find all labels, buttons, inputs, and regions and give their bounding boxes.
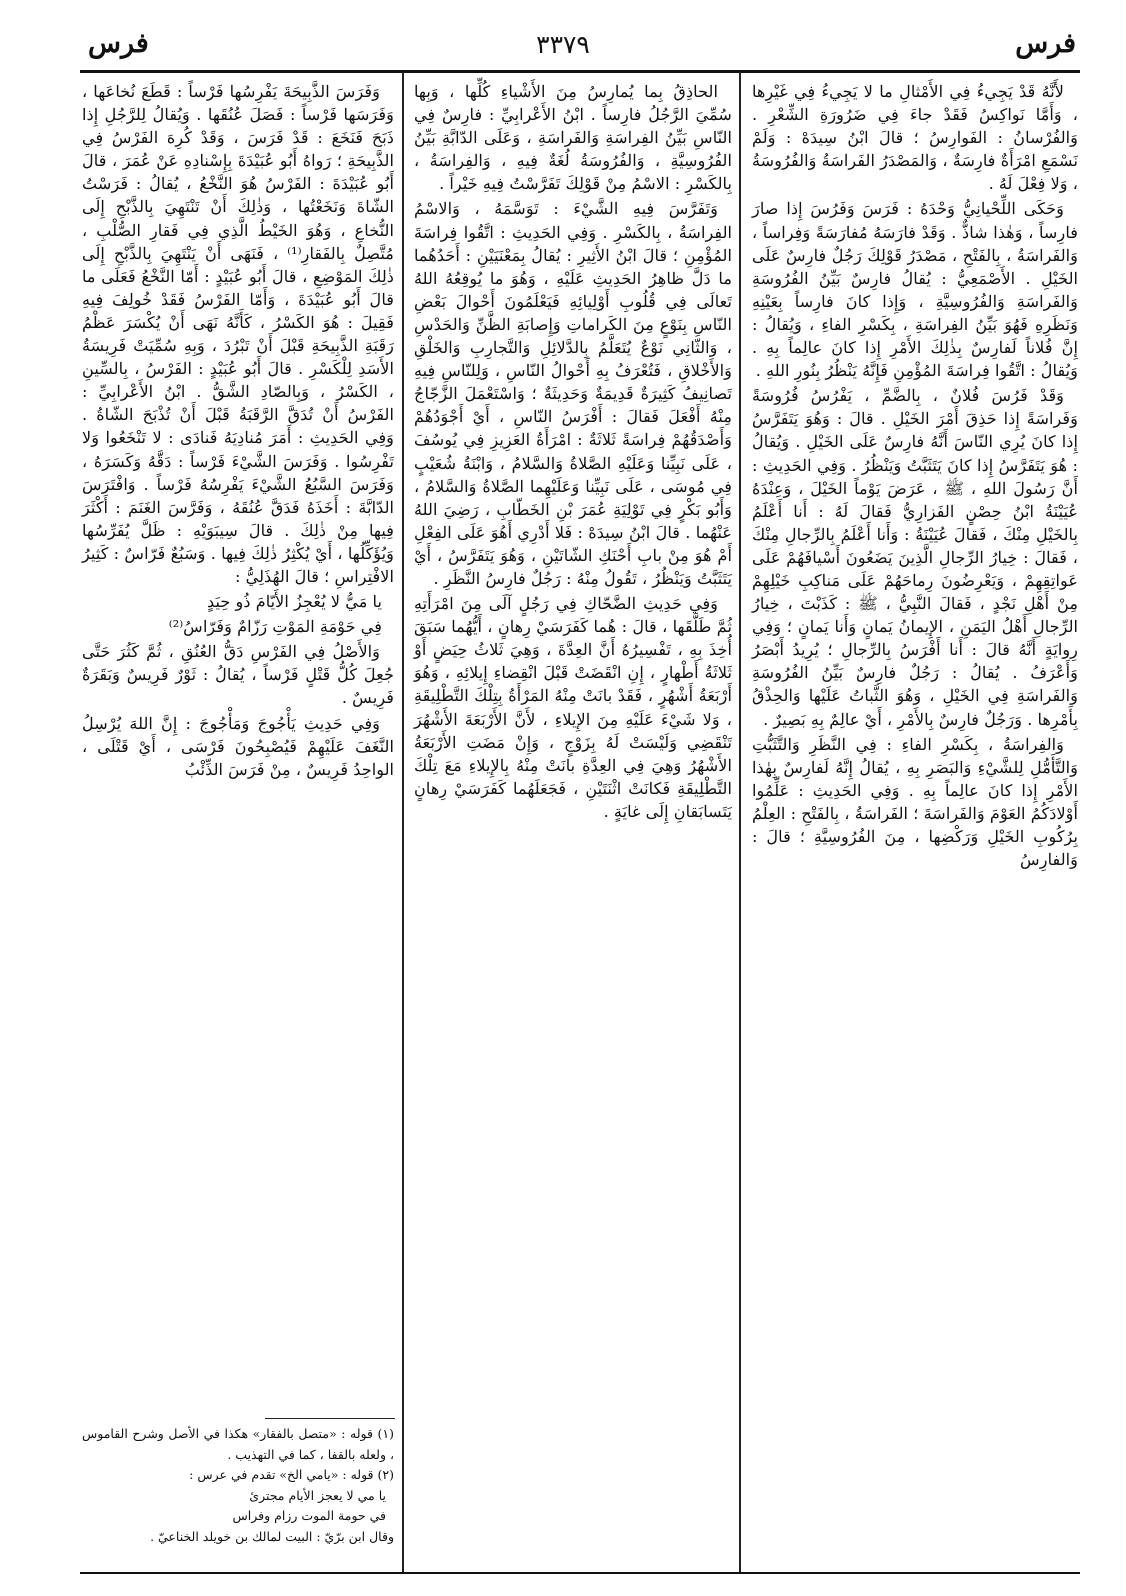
entry-paragraph: وَفِي حَدِيثِ الضَّحّاكِ فِي رَجُلٍ آلَى مِنَ امْرَأَتِهِ ثُمَّ طَلَّقَها ، قالَ : هُما كَفَرَسَيْ رِهانٍ ، أَيُّهُما سَبَقَ أُخِذَ بِهِ ، تَفْسِيرُهُ أَنَّ العِدَّةَ ، وَهِيَ ثَلاثُ حِيَضٍ أَوْ ثَلاثَةُ أَطْهارٍ ، إِنِ انْقَضَتْ قَبْلَ انْقِضاءِ إِيلائِهِ ، وَهُوَ أَرْبَعَةُ أَشْهُرٍ ، فَقَدْ بانَتْ مِنْهُ المَرْأَةُ بِتِلْكَ التَّطْلِيقَةِ ، وَلا شَيْءَ عَلَيْهِ مِنَ الإِيلاءِ ، لأَنَّ الأَرْبَعَةَ الأَشْهُرَ تَنْقَضِي وَلَيْسَتْ لَهُ بِزَوْجٍ ، وَإِنْ مَضَتِ الأَرْبَعَةُ الأَشْهُرُ وَهِيَ فِي العِدَّةِ بانَتْ مِنْهُ بِالإِيلاءِ مَعَ تِلْكَ التَّطْلِيقَةِ فَكانَتْ اثْنَتَيْنِ ، فَجَعَلَهُما كَفَرَسَيْ رِهانٍ يَتَسابَقانِ إِلَى غايَةٍ . xyxy=(414,594,732,821)
page-number: ٣٣٧٩ xyxy=(536,30,590,59)
verse-hemistich: فِي حَوْمَةِ المَوْتِ رَزّامٌ وَفَرّاسُ⁽²⁾ xyxy=(168,617,382,637)
verse-hemistich: يا مَيُّ لا يُعْجِزُ الأَيّامَ ذُو حِيَدٍ xyxy=(206,592,382,612)
entry-paragraph: وَفَرَسَ الذَّبِيحَةَ يَفْرِسُها فَرْساً : قَطَعَ نُخاعَها ، وَفَرَسَها فَرْساً : فَصَلَ عُنُقَها . وَيُقالُ لِلرَّجُلِ إِذا ذَبَحَ فَنَخَعَ : قَدْ فَرَسَ ، وَقَدْ كُرِهَ الفَرْسُ فِي الذَّبِيحَةِ ؛ رَواهُ أَبُو عُبَيْدَةَ بِإِسْنادِهِ عَنْ عُمَرَ ، قالَ أَبُو عُبَيْدَةَ : الفَرْسُ هُوَ النَّخْعُ ، يُقالُ : فَرَسْتُ الشّاةَ وَنَخَعْتُها ، وَذٰلِكَ أَنْ تَنْتَهِيَ بِالذَّبْحِ إِلَى النُّخاعِ ، وَهُوَ الخَيْطُ الَّذِي فِي فَقارِ الصُّلْبِ ، مُتَّصِلٌ بِالفَقارِ⁽¹⁾ ، فَنَهَى أَنْ يَنْتَهِيَ بِالذَّبْحِ إِلَى ذٰلِكَ المَوْضِعِ ، قالَ أَبُو عُبَيْدٍ : أَمّا النَّخْعُ فَعَلَى ما قالَ أَبُو عُبَيْدَةَ ، وَأَمّا الفَرْسُ فَقَدْ خُولِفَ فِيهِ فَقِيلَ : هُوَ الكَسْرُ ، كَأَنَّهُ نَهَى أَنْ يُكْسَرَ عَظْمُ رَقَبَةِ الذَّبِيحَةِ قَبْلَ أَنْ تَبْرُدَ ، وَبِهِ سُمِّيَتْ فَرِيسَةُ الأَسَدِ لِلْكَسْرِ . قالَ أَبُو عُبَيْدٍ : الفَرْسُ ، بِالسِّينِ ، الكَسْرُ ، وَبِالصّادِ الشَّقُّ . ابْنُ الأَعْرابِيِّ : الفَرْسُ أَنْ تُدَقَّ الرَّقَبَةُ قَبْلَ أَنْ تُذْبَحَ الشّاةُ . وَفِي الحَدِيثِ : أَمَرَ مُنادِيَهُ فَنادَى : لا تَنْخَعُوا وَلا تَفْرِسُوا . وَفَرَسَ الشَّيْءَ فَرْساً : دَقَّهُ وَكَسَرَهُ ، وَفَرَسَ السَّبُعُ الشَّيْءَ يَفْرِسُهُ فَرْساً . وَافْتَرَسَ الدّابَّةَ : أَخَذَهُ فَدَقَّ عُنُقَهُ ، وَفَرَّسَ الغَنَمَ : أَكْثَرَ فِيها مِنْ ذٰلِكَ . قالَ سِيبَوَيْهِ : ظَلَّ يُفَرِّسُها وَيُؤَكِّلُها ، أَيْ يُكْثِرُ ذٰلِكَ فِيها . وَسَبُعٌ فَرّاسٌ : كَثِيرُ الافْتِراسِ ؛ قالَ الهُذَلِيُّ : xyxy=(82,82,394,586)
poetry-verse xyxy=(82,615,394,638)
footnotes xyxy=(82,1424,394,1547)
footnote-separator xyxy=(265,1418,395,1419)
header-rule xyxy=(80,70,1080,73)
header-keyword-left: فرس xyxy=(88,28,149,59)
column-left xyxy=(82,80,394,1410)
entry-paragraph: وَتَفَرَّسَ فِيهِ الشَّيْءَ : تَوَسَّمَهُ ، وَالاسْمُ الفِراسَةُ ، بِالكَسْرِ . وَفِي الحَدِيثِ : اتَّقُوا فِراسَةَ المُؤْمِنِ ؛ قالَ ابْنُ الأَثِيرِ : يُقالُ بِمَعْنَيَيْنِ : أَحَدُهُما ما دَلَّ ظاهِرُ الحَدِيثِ عَلَيْهِ ، وَهُوَ ما يُوقِعُهُ اللهُ تَعالَى فِي قُلُوبِ أَوْلِيائِهِ فَيَعْلَمُونَ أَحْوالَ بَعْضِ النّاسِ بِنَوْعٍ مِنَ الكَراماتِ وَإِصابَةِ الظَّنِّ وَالحَدْسِ ، وَالثّانِي نَوْعٌ يُتَعَلَّمُ بِالدَّلائِلِ وَالتَّجارِبِ وَالخَلْقِ وَالأَخْلاقِ ، فَتُعْرَفُ بِهِ أَحْوالُ النّاسِ ، وَلِلنّاسِ فِيهِ تَصانِيفُ كَثِيرَةٌ قَدِيمَةٌ وَحَدِيثَةٌ ؛ وَاسْتَعْمَلَ الزَّجّاجُ مِنْهُ أَفْعَلَ فَقالَ : أَفْرَسُ النّاسِ ، أَيْ أَجْوَدُهُمْ وَأَصْدَقُهُمْ فِراسَةً ثَلاثَةٌ : امْرَأَةُ العَزِيزِ فِي يُوسُفَ ، عَلَى نَبِيِّنا وَعَلَيْهِ الصَّلاةُ وَالسَّلامُ ، وَابْنَةُ شُعَيْبٍ فِي مُوسَى ، عَلَى نَبِيِّنا وَعَلَيْهِما الصَّلاةُ وَالسَّلامُ ، وَأَبُو بَكْرٍ فِي تَوْلِيَةِ عُمَرَ بْنِ الخَطّابِ ، رَضِيَ اللهُ عَنْهُما . قالَ ابْنُ سِيدَهْ : فَلا أَدْرِي أَهُوَ عَلَى الفِعْلِ أَمْ هُوَ مِنْ بابِ أَحْنَكِ الشّاتَيْنِ ، وَهُوَ يَتَفَرَّسُ ، أَيْ يَتَثَبَّتُ وَيَنْظُرُ ، تَقُولُ مِنْهُ : رَجُلٌ فارِسُ النَّظَرِ . xyxy=(414,199,732,588)
header-keyword-right: فرس xyxy=(1015,28,1076,59)
entry-paragraph: وَفِي حَدِيثِ يَأْجُوجَ وَمَأْجُوجَ : إِنَّ اللهَ يُرْسِلُ النَّغَفَ عَلَيْهِمْ فَيُصْبِحُونَ فَرْسَى ، أَيْ قَتْلَى ، الواحِدُ فَرِيسٌ ، مِنْ فَرَسَ الذِّئْبُ xyxy=(82,713,394,779)
column-middle xyxy=(414,80,732,1567)
footnote: وقال ابن برّيّ : البيت لمالك بن خويلد الخناعيّ . xyxy=(150,1528,394,1544)
entry-paragraph: وَالأَصْلُ فِي الفَرْسِ دَقُّ العُنُقِ ، ثُمَّ كَثُرَ حَتَّى جُعِلَ كُلُّ قَتْلٍ فَرْساً ، يُقالُ : ثَوْرٌ فَرِيسٌ وَبَقَرَةٌ فَرِيسٌ . xyxy=(82,642,394,708)
column-divider xyxy=(739,72,741,1572)
verse-hemistich: في حومة الموت رزام وفراس xyxy=(232,1508,386,1523)
footnote: (٢) قوله : «يامي الخ» تقدم في عرس : xyxy=(189,1467,394,1482)
footnote-verse xyxy=(82,1506,394,1527)
column-divider xyxy=(402,72,404,1572)
footnote-verse xyxy=(82,1486,394,1507)
column-right xyxy=(752,80,1078,1567)
entry-paragraph: وَالفِراسَةُ ، بِكَسْرِ الفاءِ : فِي النَّظَرِ وَالتَّثَبُّتِ وَالتَّأَمُّلِ لِلشَّيْءِ وَالبَصَرِ بِهِ ، يُقالُ إِنَّهُ لَفارِسٌ بِهٰذا الأَمْرِ إِذا كانَ عالِماً بِهِ . وَفِي الحَدِيثِ : عَلِّمُوا أَوْلادَكُمُ العَوْمَ وَالفَراسَةَ ؛ الفَراسَةُ ، بِالفَتْحِ : العِلْمُ بِرُكُوبِ الخَيْلِ وَرَكْضِها ، مِنَ الفُرُوسِيَّةِ ؛ قالَ : وَالفارِسُ xyxy=(752,734,1078,870)
poetry-verse xyxy=(82,590,394,613)
entry-paragraph: لأَنَّهُ قَدْ يَجِيءُ فِي الأَمْثالِ ما لا يَجِيءُ فِي غَيْرِها ، وَأَمَّا نَواكِسُ فَقَدْ جاءَ فِي ضَرُورَةِ الشِّعْرِ . وَالفُرْسانُ : الفَوارِسُ ؛ قالَ ابْنُ سِيدَهْ : وَلَمْ نَسْمَعِ امْرَأَةٌ فارِسَةٌ ، وَالمَصْدَرُ الفَراسَةُ وَالفُرُوسَةُ ، وَلا فِعْلَ لَهُ . xyxy=(752,82,1078,194)
entry-paragraph: وَحَكَى اللِّحْيانِيُّ وَحْدَهُ : فَرَسَ وَفَرُسَ إِذا صارَ فارِساً ، وَهٰذا شاذٌّ . وَقَدْ فارَسَهُ مُفارَسَةً وَفِراساً ، وَالفَراسَةُ ، بِالفَتْحِ ، مَصْدَرُ قَوْلِكَ رَجُلٌ فارِسٌ عَلَى الخَيْلِ . الأَصْمَعِيُّ : يُقالُ فارِسٌ بَيِّنُ الفُرُوسَةِ وَالفَراسَةِ وَالفُرُوسِيَّةِ ، وَإِذا كانَ فارِساً بِعَيْنِهِ وَنَظَرِهِ فَهُوَ بَيِّنُ الفِراسَةِ ، بِكَسْرِ الفاءِ ، وَيُقالُ : إِنَّ فُلاناً لَفارِسٌ بِذٰلِكَ الأَمْرِ إِذا كانَ عالِماً بِهِ . وَيُقالُ : اتَّقُوا فِراسَةَ المُؤْمِنِ فَإِنَّهُ يَنْظُرُ بِنُورِ اللهِ . xyxy=(752,199,1078,381)
entry-paragraph: وَقَدْ فَرُسَ فُلانٌ ، بِالضَّمِّ ، يَفْرُسُ فُرُوسَةً وَفَراسَةً إِذا حَذِقَ أَمْرَ الخَيْلِ . قالَ : وَهُوَ يَتَفَرَّسُ إِذا كانَ يُرِي النّاسَ أَنَّهُ فارِسٌ عَلَى الخَيْلِ . وَيُقالُ : هُوَ يَتَفَرَّسُ إِذا كانَ يَتَثَبَّتُ وَيَنْظُرُ . وَفِي الحَدِيثِ : أَنَّ رَسُولَ اللهِ ، ﷺ ، عَرَضَ يَوْماً الخَيْلَ ، وَعِنْدَهُ عُيَيْنَةُ ابْنُ حِصْنٍ الفَزارِيُّ فَقالَ لَهُ : أَنا أَعْلَمُ بِالخَيْلِ مِنْكَ ، فَقالَ عُيَيْنَةُ : وَأَنا أَعْلَمُ بِالرِّجالِ مِنْكَ ، فَقالَ : خِيارُ الرِّجالِ الَّذِينَ يَضَعُونَ أَسْيافَهُمْ عَلَى عَواتِقِهِمْ ، وَيَعْرِضُونَ رِماحَهُمْ عَلَى مَناكِبِ خَيْلِهِمْ مِنْ أَهْلِ نَجْدٍ ، فَقالَ النَّبِيُّ ، ﷺ : كَذَبْتَ ، خِيارُ الرِّجالِ أَهْلُ اليَمَنِ ، الإِيمانُ يَمانٍ وَأَنا يَمانٍ ؛ وَفِي رِوايَةٍ أَنَّهُ قالَ : أَنا أَفْرَسُ بِالرِّجالِ ؛ يُرِيدُ أَبْصَرُ وَأَعْرَفُ . يُقالُ : رَجُلٌ فارِسٌ بَيِّنُ الفُرُوسَةِ وَالفَراسَةِ فِي الخَيْلِ ، وَهُوَ الثَّباتُ عَلَيْها وَالحِذْقُ بِأَمْرِها . وَرَجُلٌ فارِسٌ بِالأَمْرِ ، أَيْ عالِمٌ بِهِ بَصِيرٌ . xyxy=(752,386,1078,729)
footer-rule xyxy=(80,1572,1080,1574)
verse-hemistich: يا مي لا يعجز الأيام مجترئ xyxy=(249,1487,386,1503)
footnote: (١) قوله : «متصل بالفقار» هكذا في الأصل وشرح القاموس ، ولعله بالقفا ، كما في التهذيب . xyxy=(82,1426,394,1462)
entry-paragraph: الحاذِقُ بِما يُمارِسُ مِنَ الأَشْياءِ كُلِّها ، وَبِها سُمِّيَ الرَّجُلُ فارِساً . ابْنُ الأَعْرابِيِّ : فارِسٌ فِي النّاسِ بَيِّنُ الفِراسَةِ وَالفَراسَةِ ، وَعَلَى الدّابَّةِ بَيِّنُ الفُرُوسِيَّةِ ، وَالفُرُوسَةُ لُغَةٌ فِيهِ ، وَالفِراسَةُ ، بِالكَسْرِ : الاسْمُ مِنْ قَوْلِكَ تَفَرَّسْتُ فِيهِ خَيْراً . xyxy=(414,82,732,194)
